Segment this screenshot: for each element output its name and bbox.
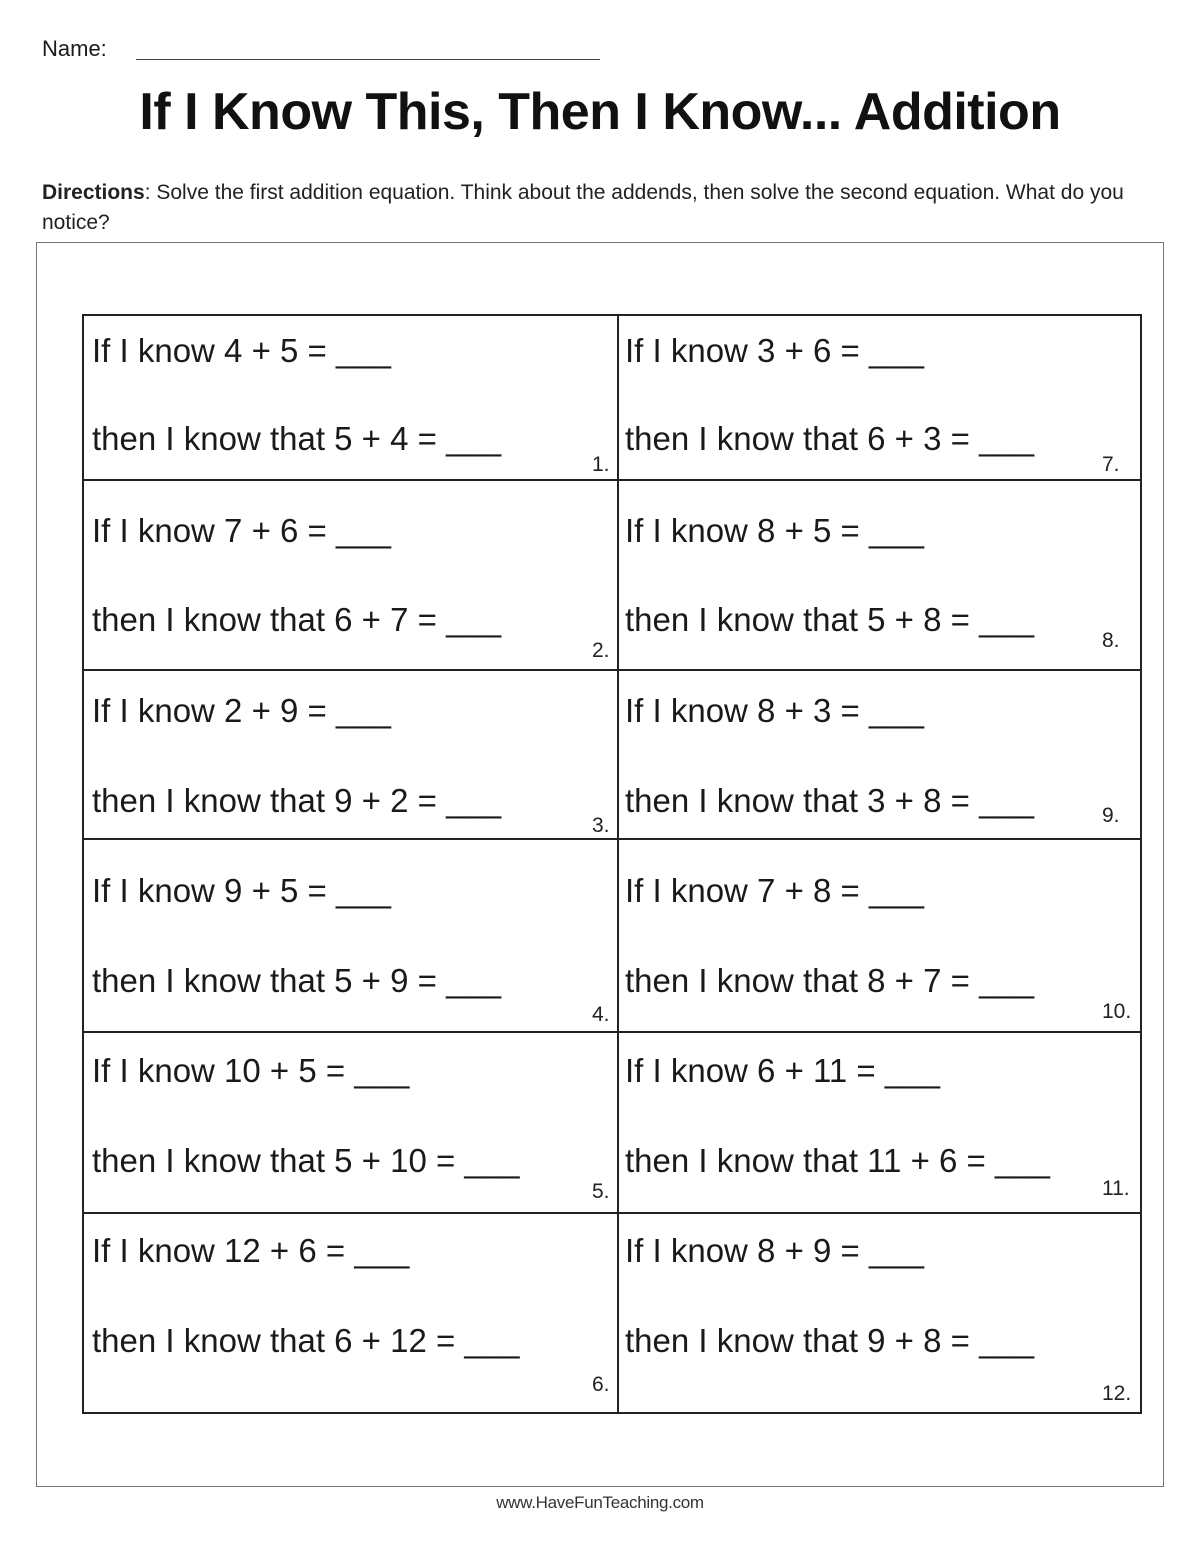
problem-10-then[interactable]: then I know that 8 + 7 = ___ <box>625 962 1035 999</box>
problem-12-then[interactable]: then I know that 9 + 8 = ___ <box>625 1322 1035 1359</box>
problem-9-if[interactable]: If I know 8 + 3 = ___ <box>625 692 925 729</box>
problem-10-if[interactable]: If I know 7 + 8 = ___ <box>625 872 925 909</box>
problem-5-if[interactable]: If I know 10 + 5 = ___ <box>92 1052 410 1089</box>
problem-6-number: 6. <box>592 1373 610 1396</box>
problem-10-number: 10. <box>1102 1000 1132 1023</box>
problem-11-number: 11. <box>1102 1177 1130 1200</box>
directions-label: Directions <box>42 181 145 204</box>
problem-1-number: 1. <box>592 453 610 476</box>
problem-7-number: 7. <box>1102 453 1120 476</box>
problem-8-if[interactable]: If I know 8 + 5 = ___ <box>625 512 925 549</box>
problem-5-number: 5. <box>592 1180 610 1203</box>
problem-4-number: 4. <box>592 1003 610 1026</box>
problem-8-number: 8. <box>1102 629 1120 652</box>
problem-9-then[interactable]: then I know that 3 + 8 = ___ <box>625 782 1035 819</box>
problem-4-then[interactable]: then I know that 5 + 9 = ___ <box>92 962 502 999</box>
problem-6-then[interactable]: then I know that 6 + 12 = ___ <box>92 1322 520 1359</box>
problem-4-if[interactable]: If I know 9 + 5 = ___ <box>92 872 392 909</box>
problem-3-then[interactable]: then I know that 9 + 2 = ___ <box>92 782 502 819</box>
name-label: Name: <box>42 36 107 61</box>
directions-text: : Solve the first addition equation. Think about the addends, then solve the second equation. What do you notice? <box>42 181 1124 234</box>
problem-8-then[interactable]: then I know that 5 + 8 = ___ <box>625 601 1035 638</box>
row-divider <box>84 1212 1140 1214</box>
row-divider <box>84 1031 1140 1033</box>
problem-grid <box>82 314 1142 1414</box>
row-divider <box>84 479 1140 481</box>
problem-1-if[interactable]: If I know 4 + 5 = ___ <box>92 332 392 369</box>
problem-12-number: 12. <box>1102 1382 1132 1405</box>
problem-3-number: 3. <box>592 814 610 837</box>
problem-7-then[interactable]: then I know that 6 + 3 = ___ <box>625 420 1035 457</box>
problem-6-if[interactable]: If I know 12 + 6 = ___ <box>92 1232 410 1269</box>
problem-2-then[interactable]: then I know that 6 + 7 = ___ <box>92 601 502 638</box>
name-blank-line[interactable] <box>136 59 600 60</box>
problem-12-if[interactable]: If I know 8 + 9 = ___ <box>625 1232 925 1269</box>
directions <box>42 178 1167 238</box>
problem-2-number: 2. <box>592 639 610 662</box>
worksheet-title: If I Know This, Then I Know... Addition <box>139 83 1061 141</box>
problem-11-then[interactable]: then I know that 11 + 6 = ___ <box>625 1142 1051 1179</box>
footer-website: www.HaveFunTeaching.com <box>496 1493 704 1512</box>
row-divider <box>84 838 1140 840</box>
problem-7-if[interactable]: If I know 3 + 6 = ___ <box>625 332 925 369</box>
problem-1-then[interactable]: then I know that 5 + 4 = ___ <box>92 420 502 457</box>
problem-9-number: 9. <box>1102 804 1120 827</box>
problem-11-if[interactable]: If I know 6 + 11 = ___ <box>625 1052 940 1089</box>
row-divider <box>84 669 1140 671</box>
problem-5-then[interactable]: then I know that 5 + 10 = ___ <box>92 1142 520 1179</box>
problem-2-if[interactable]: If I know 7 + 6 = ___ <box>92 512 392 549</box>
problem-3-if[interactable]: If I know 2 + 9 = ___ <box>92 692 392 729</box>
